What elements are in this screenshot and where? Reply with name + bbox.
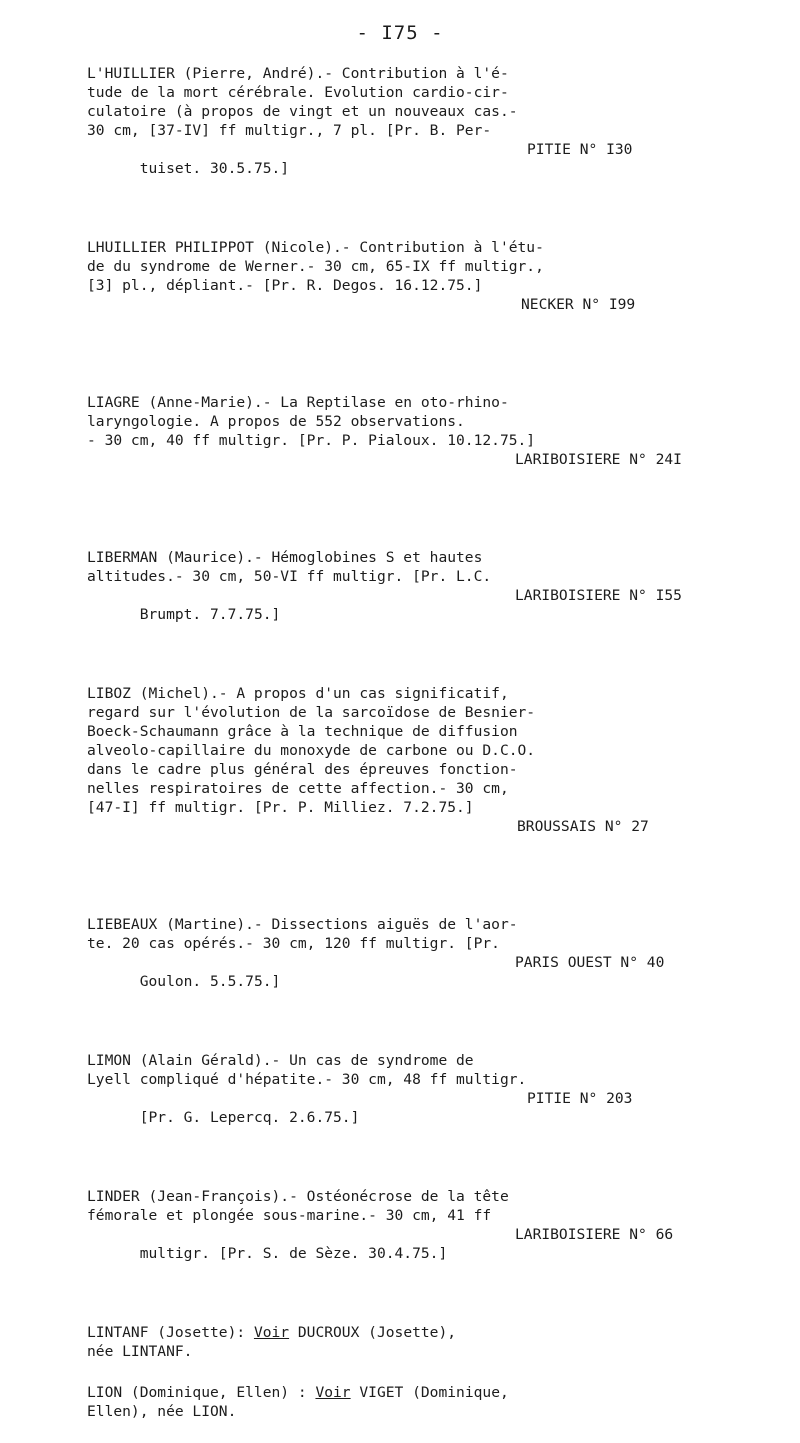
entry-liebeaux <box>87 915 727 1029</box>
entry-line: Goulon. 5.5.75.] <box>139 973 281 990</box>
location-label: LARIBOISIERE N° 24I <box>515 451 682 468</box>
entry-line: LIAGRE (Anne-Marie).- La Reptilase en oto-rhino- <box>87 394 509 411</box>
location-label: LARIBOISIERE N° I55 <box>515 587 682 604</box>
see-target: VIGET (Dominique, <box>350 1384 509 1401</box>
see-reference-line <box>87 1323 727 1342</box>
entry-line: LIBOZ (Michel).- A propos d'un cas significatif, <box>87 685 509 702</box>
location-label: BROUSSAIS N° 27 <box>517 818 649 835</box>
entry-line: tude de la mort cérébrale. Evolution cardio-cir- <box>87 84 509 101</box>
bibliography-list <box>87 64 727 1443</box>
entry-line: 30 cm, [37-IV] ff multigr., 7 pl. [Pr. B. Per- <box>87 122 492 139</box>
entry-limon <box>87 1051 727 1165</box>
entry-last-line <box>87 1089 727 1165</box>
entry-line: de du syndrome de Werner.- 30 cm, 65-IX ff multigr., <box>87 258 544 275</box>
entry-line: culatoire (à propos de vingt et un nouveaux cas.- <box>87 103 518 120</box>
entry-line: LINDER (Jean-François).- Ostéonécrose de la tête <box>87 1188 509 1205</box>
entry-line: Brumpt. 7.7.75.] <box>139 606 281 623</box>
location-label: PITIE N° I30 <box>527 141 633 158</box>
entry-line: tuiset. 30.5.75.] <box>139 160 290 177</box>
entry-line: te. 20 cas opérés.- 30 cm, 120 ff multigr. [Pr. <box>87 935 500 952</box>
see-reference-line <box>87 1383 727 1402</box>
location-label: PITIE N° 203 <box>527 1090 633 1107</box>
entry-line: Lyell compliqué d'hépatite.- 30 cm, 48 ff multigr. <box>87 1071 527 1088</box>
entry-last-line <box>87 140 727 216</box>
entry-liberman <box>87 548 727 662</box>
entry-line: LIMON (Alain Gérald).- Un cas de syndrome de <box>87 1052 474 1069</box>
see-link[interactable]: Voir <box>315 1384 351 1401</box>
entry-liboz <box>87 684 727 893</box>
entry-line: LIEBEAUX (Martine).- Dissections aiguës de l'aor- <box>87 916 518 933</box>
entry-heading: LINTANF (Josette): <box>87 1324 254 1341</box>
entry-lion <box>87 1383 727 1421</box>
entry-line: LIBERMAN (Maurice).- Hémoglobines S et hautes <box>87 549 483 566</box>
entry-lhuillier-philippot <box>87 238 727 371</box>
entry-last-line <box>87 295 727 371</box>
entry-last-line <box>87 953 727 1029</box>
entry-line: dans le cadre plus général des épreuves fonction- <box>87 761 518 778</box>
entry-linder <box>87 1187 727 1301</box>
entry-last-line <box>87 450 727 526</box>
entry-line: alveolo-capillaire du monoxyde de carbone ou D.C.O. <box>87 742 536 759</box>
entry-lhuillier <box>87 64 727 216</box>
entry-line: nelles respiratoires de cette affection.- 30 cm, <box>87 780 509 797</box>
entry-line: [47-I] ff multigr. [Pr. P. Milliez. 7.2.75.] <box>87 799 474 816</box>
entry-line: Ellen), née LION. <box>87 1403 237 1420</box>
entry-line: laryngologie. A propos de 552 observations. <box>87 413 465 430</box>
entry-last-line <box>87 1225 727 1301</box>
entry-lintanf <box>87 1323 727 1361</box>
entry-line: multigr. [Pr. S. de Sèze. 30.4.75.] <box>139 1245 448 1262</box>
entry-last-line <box>87 586 727 662</box>
entry-heading: LION (Dominique, Ellen) : <box>87 1384 316 1401</box>
entry-line: - 30 cm, 40 ff multigr. [Pr. P. Pialoux. 10.12.75.] <box>87 432 536 449</box>
entry-line: LHUILLIER PHILIPPOT (Nicole).- Contribution à l'étu- <box>87 239 544 256</box>
see-target: DUCROUX (Josette), <box>289 1324 457 1341</box>
location-label: PARIS OUEST N° 40 <box>515 954 665 971</box>
entry-line: née LINTANF. <box>87 1343 193 1360</box>
entry-line: fémorale et plongée sous-marine.- 30 cm, 41 ff <box>87 1207 492 1224</box>
entry-liagre <box>87 393 727 526</box>
entry-line: L'HUILLIER (Pierre, André).- Contribution à l'é- <box>87 65 509 82</box>
location-label: NECKER N° I99 <box>521 296 636 313</box>
see-link[interactable]: Voir <box>253 1324 290 1341</box>
entry-last-line <box>87 817 727 893</box>
location-label: LARIBOISIERE N° 66 <box>515 1226 674 1243</box>
entry-line: [Pr. G. Lepercq. 2.6.75.] <box>139 1109 360 1126</box>
entry-line: [3] pl., dépliant.- [Pr. R. Degos. 16.12.75.] <box>87 277 483 294</box>
page-number: - I75 - <box>356 22 444 44</box>
entry-line: Boeck-Schaumann grâce à la technique de diffusion <box>87 723 518 740</box>
entry-line: regard sur l'évolution de la sarcoïdose de Besnier- <box>87 704 536 721</box>
entry-line: altitudes.- 30 cm, 50-VI ff multigr. [Pr. L.C. <box>87 568 492 585</box>
